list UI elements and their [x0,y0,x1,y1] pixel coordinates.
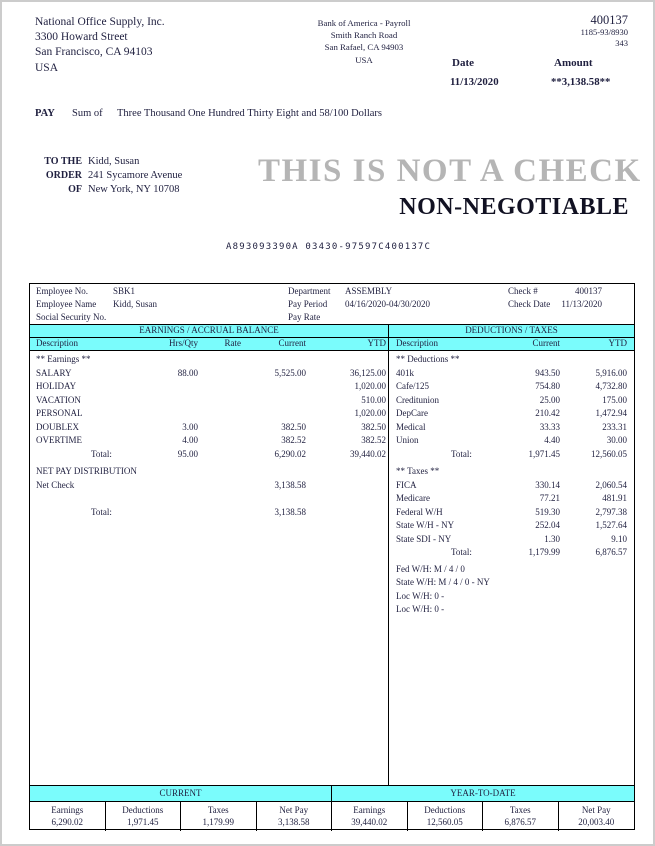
summary-cells-row [30,802,634,831]
pay-rate-value [345,311,508,324]
summary-cell-ytd-earnings: Earnings 39,440.02 [332,802,408,831]
loc-wh-status: Loc W/H: 0 - [396,590,445,601]
employer-city: San Francisco, CA 94103 [35,46,153,59]
ssn-value [113,311,288,324]
taxes-total-row: Total: 1,179.99 6,876.57 [451,547,627,557]
deductions-ytd-header: YTD [608,338,627,348]
earnings-hrs-header: Hrs/Qty [169,338,198,348]
deduction-row: Cafe/125 754.80 4,732.80 [396,381,627,391]
tax-row: Federal W/H 519.30 2,797.38 [396,506,627,517]
routing-fraction: 1185-93/8930 [580,27,628,37]
earnings-row: DOUBLEX 3.00 382.50 382.50 [36,421,386,432]
summary-cell-ytd-deductions: Deductions 12,560.05 [408,802,484,831]
deductions-total-row: Total: 1,971.45 12,560.05 [451,448,627,459]
fed-wh-status: Fed W/H: M / 4 / 0 [396,563,465,574]
amount-in-words: Three Thousand One Hundred Thirty Eight and 58/100 Dollars [117,108,382,119]
summary-cell-current-netpay: Net Pay 3,138.58 [257,802,333,831]
net-pay-distribution-title: NET PAY DISTRIBUTION [36,466,137,476]
deductions-band-title: DEDUCTIONS / TAXES [465,325,558,335]
bank-city: San Rafael, CA 94903 [324,42,404,53]
department-label: Department [288,286,331,296]
deduction-row: Medical 33.33 233.31 [396,421,627,432]
deductions-desc-header: Description [396,338,438,348]
info-row-1 [30,285,634,298]
deduction-row: Union 4.40 30.00 [396,435,627,445]
of-label: OF [68,183,82,195]
column-header-row [30,338,634,351]
employee-info-section [30,284,634,325]
tax-row: Medicare 77.21 481.91 [396,493,627,503]
pay-label: PAY [35,108,55,119]
summary-cell-ytd-netpay: Net Pay 20,003.40 [578,805,615,827]
earnings-rate-header: Rate [224,338,241,348]
pay-stub-table [29,283,635,830]
summary-cell-current-earnings: Earnings 6,290.02 [30,802,106,831]
net-pay-total-row: Total: 3,138.58 [91,506,306,517]
earnings-column-headers [30,338,389,350]
summary-band-row [30,785,634,802]
not-a-check-watermark: THIS IS NOT A CHECK [258,153,642,189]
payee-block [88,155,182,196]
tax-row: State SDI - NY 1.30 9.10 [396,533,627,544]
to-the-label: TO THE [44,156,82,167]
deduction-row: Creditunion 25.00 175.00 [396,394,627,405]
deductions-current-header: Current [532,338,560,348]
deduction-row: DepCare 210.42 1,472.94 [396,408,627,418]
bank-name: Bank of America - Payroll [317,18,411,28]
taxes-group-label: ** Taxes ** [396,466,440,476]
tax-row: FICA 330.14 2,060.54 [396,479,627,490]
summary-cell-ytd-taxes: Taxes 6,876.57 [483,802,559,831]
bank-street: Smith Ranch Road [330,30,398,41]
pay-rate-label: Pay Rate [288,312,321,322]
payee-city: New York, NY 10708 [88,183,180,195]
to-the-order-of-label [35,155,82,196]
check-no-value: 400137 [575,286,602,296]
stub-body [30,351,634,785]
bank-country: USA [355,54,373,65]
earnings-band-title: EARNINGS / ACCRUAL BALANCE [30,325,389,337]
earnings-current-header: Current [278,338,306,348]
ssn-label: Social Security No. [36,312,107,322]
earnings-row: PERSONAL 1,020.00 [36,408,386,418]
earnings-total-row: Total: 95.00 6,290.02 39,440.02 [91,448,386,459]
earnings-desc-header: Description [36,338,78,348]
check-no-label: Check # [508,286,538,296]
check-date-value: 11/13/2020 [561,299,602,309]
summary-cell-current-taxes: Taxes 1,179.99 [181,802,257,831]
employee-name-label: Employee Name [36,299,97,309]
payee-street: 241 Sycamore Avenue [88,169,183,181]
earnings-row: OVERTIME 4.00 382.52 382.52 [36,435,386,445]
employer-name: National Office Supply, Inc. [35,16,165,28]
order-label: ORDER [45,169,82,181]
deductions-taxes-column [389,351,634,785]
payee-name: Kidd, Susan [88,156,140,167]
employee-no-label: Employee No. [36,286,88,296]
department-value: ASSEMBLY [345,286,393,296]
deduction-row: 401k 943.50 5,916.00 [396,367,627,378]
section-band-row [30,325,634,338]
non-negotiable-text: NON-NEGOTIABLE [399,194,629,220]
info-row-3 [30,311,634,324]
date-value: 11/13/2020 [450,76,499,88]
pay-period-label: Pay Period [288,299,328,309]
amount-value: **3,138.58** [551,76,611,88]
amount-label: Amount [554,57,593,69]
employer-address-block [35,15,165,76]
check-number-block [581,13,628,49]
pay-period-value: 04/16/2020-04/30/2020 [345,299,430,309]
branch-code: 343 [615,38,628,48]
summary-cell-current-deductions: Deductions 1,971.45 [106,802,182,831]
check-date-label: Check Date [508,299,551,309]
earnings-row: HOLIDAY 1,020.00 [36,381,386,391]
deductions-group-label: ** Deductions ** [396,354,460,364]
info-row-2 [30,298,634,311]
check-number: 400137 [590,13,628,27]
date-label: Date [452,57,474,69]
state-wh-status: State W/H: M / 4 / 0 - NY [396,577,490,587]
employee-no-value: SBK1 [113,286,136,296]
net-pay-row: Net Check 3,138.58 [36,479,306,490]
earnings-row: SALARY 88.00 5,525.00 36,125.00 [36,367,386,378]
tax-row: State W/H - NY 252.04 1,527.64 [396,520,627,530]
earnings-column [30,351,389,785]
micr-line: A893093390A 03430-97597C400137C [226,242,432,252]
bank-address-block [284,17,444,66]
ytd-band-title: YEAR-TO-DATE [450,788,516,798]
earnings-row: VACATION 510.00 [36,394,386,405]
loc-wh-status: Loc W/H: 0 - [396,604,445,614]
earnings-group-label: ** Earnings ** [36,354,91,364]
employer-country: USA [35,61,59,74]
earnings-ytd-header: YTD [367,338,386,348]
current-band-title: CURRENT [30,786,332,801]
sum-of-label: Sum of [72,108,103,119]
employer-street: 3300 Howard Street [35,31,128,44]
employee-name-value: Kidd, Susan [113,299,158,309]
deductions-column-headers [389,338,634,350]
